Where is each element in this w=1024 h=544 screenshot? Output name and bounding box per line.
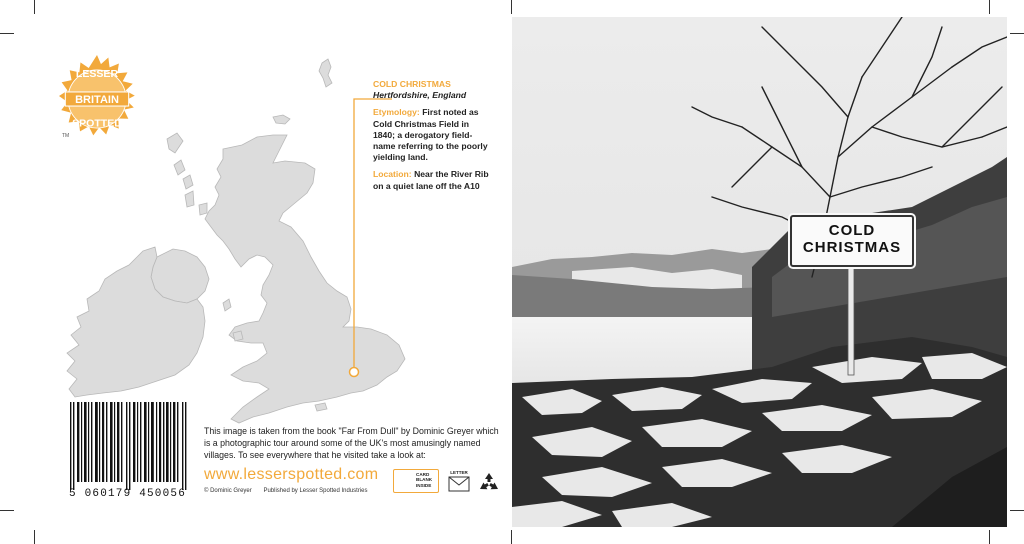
letter-label: LETTER: [450, 470, 468, 475]
crop-mark: [989, 0, 990, 14]
etymology-text: First noted as Cold Christmas Field in 1840; a derogatory field-name referring to the poorly yielding land.: [373, 107, 488, 163]
book-description: This image is taken from the book "Far From Dull" by Dominic Greyer which is a photographic tour around some of the UK's most amusingly named villages. To see everywhere that he visited take a look at:: [204, 426, 499, 460]
crop-mark: [1010, 33, 1024, 34]
badge-top-text: LESSER: [75, 68, 119, 80]
location-label: Location:: [373, 169, 412, 180]
etymology-paragraph: [373, 107, 493, 163]
crop-mark: [511, 0, 512, 14]
recycle-icon: [476, 470, 502, 496]
etymology-label: Etymology:: [373, 107, 420, 118]
village-sign: [790, 215, 914, 267]
photo-panel: [512, 17, 1007, 527]
credits-line: [204, 488, 378, 494]
sign-line-1: COLD: [828, 222, 876, 239]
sign-line-2: CHRISTMAS: [802, 239, 902, 256]
crop-mark: [0, 33, 14, 34]
card-back: [17, 17, 512, 527]
badge-bottom-text: SPOTTED: [72, 117, 122, 130]
copyright-text: © Dominic Greyer: [204, 488, 252, 494]
crop-mark: [34, 530, 35, 544]
publisher-text: Published by Lesser Spotted Industries: [263, 488, 368, 494]
barcode-number: 5 060179 450056: [69, 488, 187, 500]
place-info: [373, 79, 493, 198]
crop-mark: [511, 530, 512, 544]
card-blank-label: CARD BLANK INSIDE: [416, 472, 433, 488]
location-paragraph: [373, 169, 493, 191]
card-blank-inside-icon: [393, 469, 439, 493]
badge-middle-text: BRITAIN: [75, 93, 119, 106]
trademark-label: TM: [62, 133, 70, 139]
uk-ireland-map: [47, 45, 427, 425]
snowy-lane-photo: [512, 17, 1007, 527]
place-name: COLD CHRISTMAS: [373, 79, 451, 89]
location-marker-icon: [350, 368, 359, 377]
letter-envelope-icon: [447, 469, 471, 495]
barcode: [70, 397, 188, 497]
crop-mark: [0, 510, 14, 511]
crop-mark: [989, 530, 990, 544]
location-text: Near the River Rib on a quiet lane off the A10: [373, 169, 489, 191]
website-link[interactable]: www.lesserspotted.com: [204, 466, 379, 483]
place-region: Hertfordshire, England: [373, 90, 467, 101]
crop-mark: [34, 0, 35, 14]
crop-mark: [1010, 510, 1024, 511]
